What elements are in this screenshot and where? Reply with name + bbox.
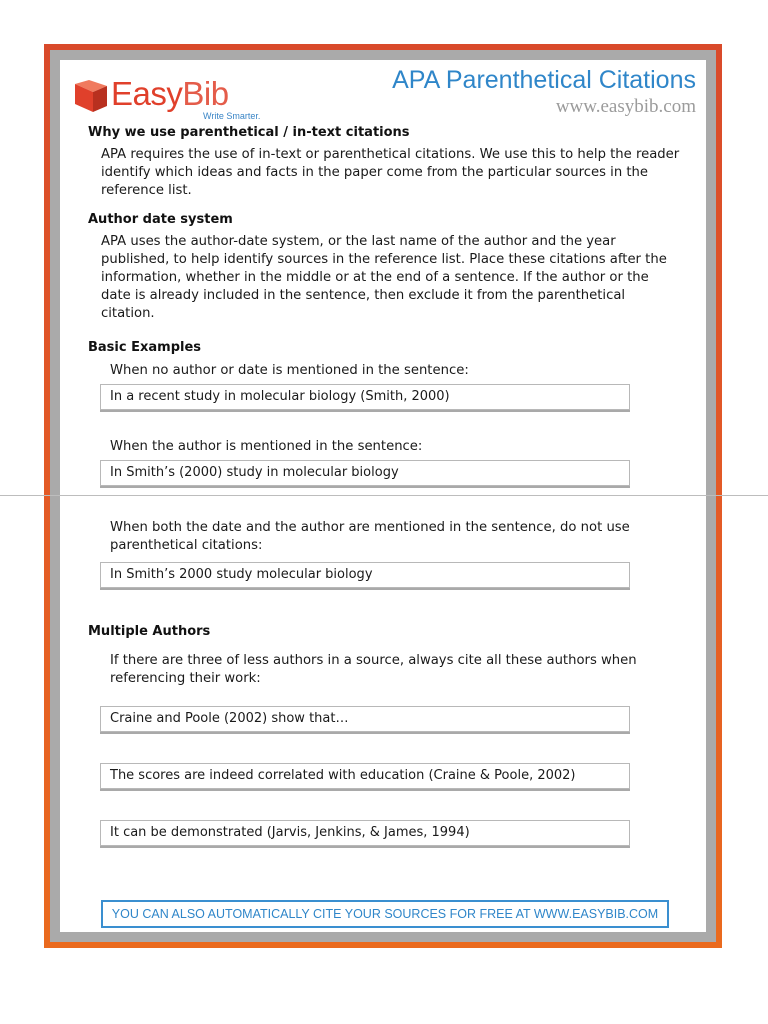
example-text: The scores are indeed correlated with education (Craine & Poole, 2002) (110, 768, 576, 783)
example-box (100, 460, 630, 486)
example-box (100, 706, 630, 732)
example-text: In Smith’s (2000) study in molecular biology (110, 465, 399, 480)
cta-text: YOU CAN ALSO AUTOMATICALLY CITE YOUR SOURCES FOR FREE AT WWW.EASYBIB.COM (111, 907, 659, 921)
easybib-logo (73, 74, 273, 124)
example-text: In Smith’s 2000 study molecular biology (110, 567, 373, 582)
example-text: In a recent study in molecular biology (Smith, 2000) (110, 389, 450, 404)
example-box (100, 384, 630, 410)
example-text: It can be demonstrated (Jarvis, Jenkins, & James, 1994) (110, 825, 470, 840)
document-title: APA Parenthetical Citations (392, 66, 696, 94)
heading-why: Why we use parenthetical / in-text citations (88, 125, 410, 140)
book-icon (73, 80, 109, 112)
heading-basic-examples: Basic Examples (88, 340, 202, 355)
heading-author-date: Author date system (88, 212, 233, 227)
cta-banner[interactable] (101, 900, 669, 928)
paragraph-author-date: APA uses the author-date system, or the last name of the author and the year published, to help identify sources in the reference list. Place these citations after the information, whether in the middle or at the end of a sentence. If the author or the date is already included in the sentence, then exclude it from the parenthetical citation. (101, 234, 667, 321)
divider-line (0, 495, 768, 496)
paragraph-why: APA requires the use of in-text or parenthetical citations. We use this to help the reader identify which ideas and facts in the paper come from the particular sources in the reference list. (101, 147, 680, 198)
basic-intro-3: When both the date and the author are mentioned in the sentence, do not use parenthetical citations: (110, 520, 630, 553)
multiple-intro: If there are three of less authors in a source, always cite all these authors when referencing their work: (110, 653, 637, 686)
example-text: Craine and Poole (2002) show that… (110, 711, 349, 726)
logo-easy: Easy (111, 75, 183, 112)
heading-multiple-authors: Multiple Authors (88, 624, 211, 639)
example-box (100, 763, 630, 789)
example-box (100, 820, 630, 846)
example-box (100, 562, 630, 588)
logo-wordmark (111, 74, 229, 114)
basic-intro-2: When the author is mentioned in the sentence: (110, 439, 423, 454)
basic-intro-1: When no author or date is mentioned in the sentence: (110, 363, 469, 378)
document-url: www.easybib.com (555, 96, 696, 117)
logo-tagline: Write Smarter. (203, 111, 261, 121)
logo-bib: Bib (182, 75, 229, 112)
